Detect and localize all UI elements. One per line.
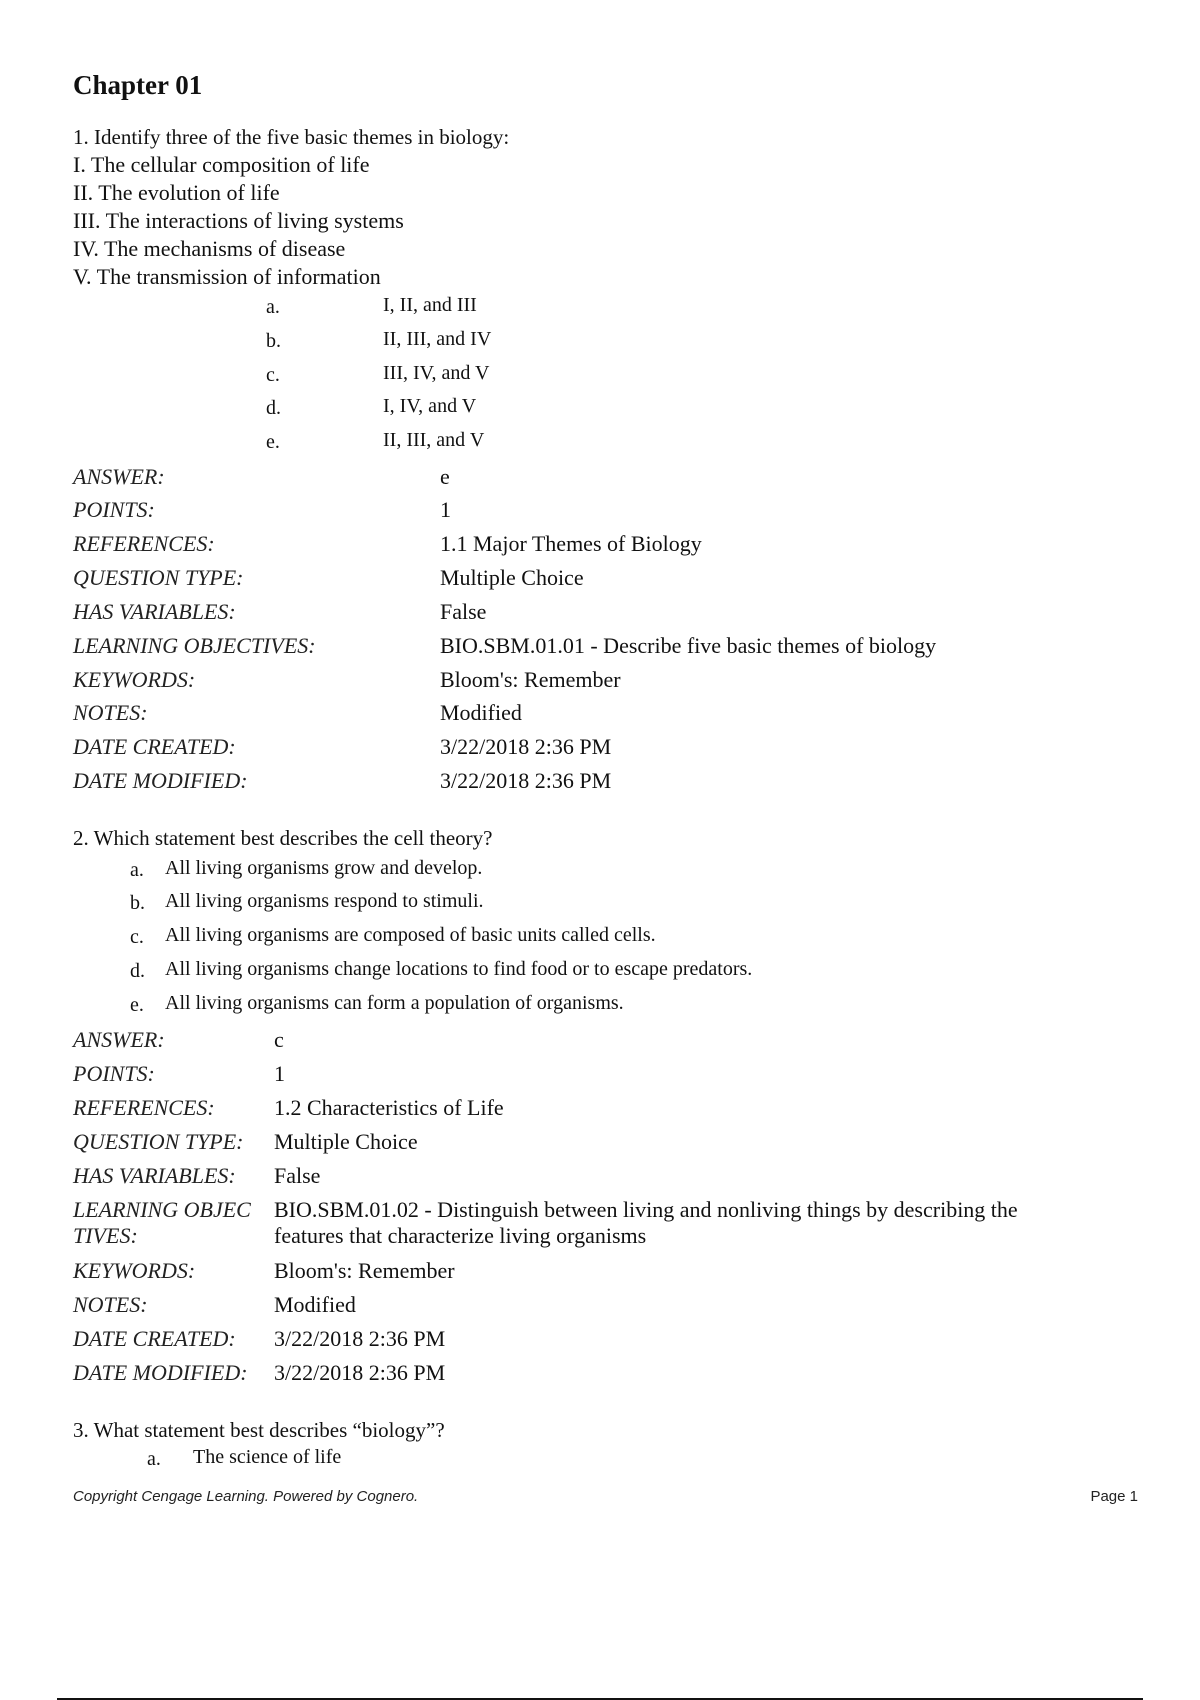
learning-objectives-value-cont: features that characterize living organisms — [274, 1223, 647, 1248]
points-value: 1 — [440, 497, 451, 522]
references-label: REFERENCES: — [73, 531, 215, 556]
option-letter-e: e. — [266, 431, 280, 453]
option-text-b: II, III, and IV — [383, 328, 492, 350]
learning-objectives-label-cont: TIVES: — [73, 1223, 138, 1248]
option-text-d: I, IV, and V — [383, 395, 477, 417]
answer-label: ANSWER: — [73, 1027, 165, 1052]
has-variables-value: False — [274, 1163, 321, 1188]
statement-1: I. The cellular composition of life — [73, 152, 370, 177]
learning-objectives-value: BIO.SBM.01.01 - Describe five basic themes of biology — [440, 633, 937, 658]
option-letter-d: d. — [130, 960, 145, 982]
date-created-label: DATE CREATED: — [73, 734, 236, 759]
points-label: POINTS: — [73, 1061, 155, 1086]
answer-value: c — [274, 1027, 284, 1052]
keywords-value: Bloom's: Remember — [274, 1258, 455, 1283]
statement-3: III. The interactions of living systems — [73, 208, 404, 233]
points-label: POINTS: — [73, 497, 155, 522]
date-created-value: 3/22/2018 2:36 PM — [274, 1326, 446, 1351]
learning-objectives-label: LEARNING OBJEC — [73, 1197, 251, 1222]
question-type-value: Multiple Choice — [274, 1129, 418, 1154]
option-letter-a: a. — [130, 859, 144, 881]
option-text-c: All living organisms are composed of basic units called cells. — [165, 924, 656, 946]
notes-value: Modified — [274, 1292, 356, 1317]
references-value: 1.2 Characteristics of Life — [274, 1095, 504, 1120]
option-letter-b: b. — [130, 892, 145, 914]
notes-value: Modified — [440, 700, 522, 725]
references-label: REFERENCES: — [73, 1095, 215, 1120]
question-stem: 1. Identify three of the five basic themes in biology: — [73, 125, 510, 149]
option-text-a: The science of life — [193, 1446, 342, 1468]
points-value: 1 — [274, 1061, 285, 1086]
learning-objectives-value: BIO.SBM.01.02 - Distinguish between living and nonliving things by describing the — [274, 1197, 1018, 1222]
has-variables-label: HAS VARIABLES: — [73, 1163, 236, 1188]
question-type-label: QUESTION TYPE: — [73, 1129, 244, 1154]
option-text-b: All living organisms respond to stimuli. — [165, 890, 484, 912]
footer-copyright: Copyright Cengage Learning. Powered by Cognero. — [73, 1488, 419, 1505]
notes-label: NOTES: — [73, 700, 148, 725]
has-variables-value: False — [440, 599, 487, 624]
date-modified-label: DATE MODIFIED: — [73, 1360, 248, 1385]
keywords-label: KEYWORDS: — [73, 667, 196, 692]
question-stem: 2. Which statement best describes the cell theory? — [73, 826, 493, 850]
references-value: 1.1 Major Themes of Biology — [440, 531, 702, 556]
question-stem: 3. What statement best describes “biology”? — [73, 1418, 445, 1442]
option-text-e: All living organisms can form a population of organisms. — [165, 992, 624, 1014]
date-created-label: DATE CREATED: — [73, 1326, 236, 1351]
notes-label: NOTES: — [73, 1292, 148, 1317]
chapter-title: Chapter 01 — [73, 70, 203, 100]
option-letter-e: e. — [130, 994, 144, 1016]
date-modified-label: DATE MODIFIED: — [73, 768, 248, 793]
option-text-d: All living organisms change locations to find food or to escape predators. — [165, 958, 753, 980]
option-text-e: II, III, and V — [383, 429, 485, 451]
statement-4: IV. The mechanisms of disease — [73, 236, 346, 261]
answer-value: e — [440, 464, 450, 489]
keywords-value: Bloom's: Remember — [440, 667, 621, 692]
option-letter-c: c. — [130, 926, 144, 948]
date-modified-value: 3/22/2018 2:36 PM — [440, 768, 612, 793]
option-letter-c: c. — [266, 364, 280, 386]
option-text-c: III, IV, and V — [383, 362, 490, 384]
statement-2: II. The evolution of life — [73, 180, 280, 205]
date-created-value: 3/22/2018 2:36 PM — [440, 734, 612, 759]
page-number: Page 1 — [1090, 1488, 1138, 1505]
statement-5: V. The transmission of information — [73, 264, 381, 289]
option-letter-b: b. — [266, 330, 281, 352]
has-variables-label: HAS VARIABLES: — [73, 599, 236, 624]
learning-objectives-label: LEARNING OBJECTIVES: — [73, 633, 316, 658]
option-letter-d: d. — [266, 397, 281, 419]
option-letter-a: a. — [147, 1448, 161, 1470]
option-text-a: All living organisms grow and develop. — [165, 857, 483, 879]
keywords-label: KEYWORDS: — [73, 1258, 196, 1283]
option-text-a: I, II, and III — [383, 294, 477, 316]
option-letter-a: a. — [266, 296, 280, 318]
answer-label: ANSWER: — [73, 464, 165, 489]
question-type-value: Multiple Choice — [440, 565, 584, 590]
date-modified-value: 3/22/2018 2:36 PM — [274, 1360, 446, 1385]
question-type-label: QUESTION TYPE: — [73, 565, 244, 590]
